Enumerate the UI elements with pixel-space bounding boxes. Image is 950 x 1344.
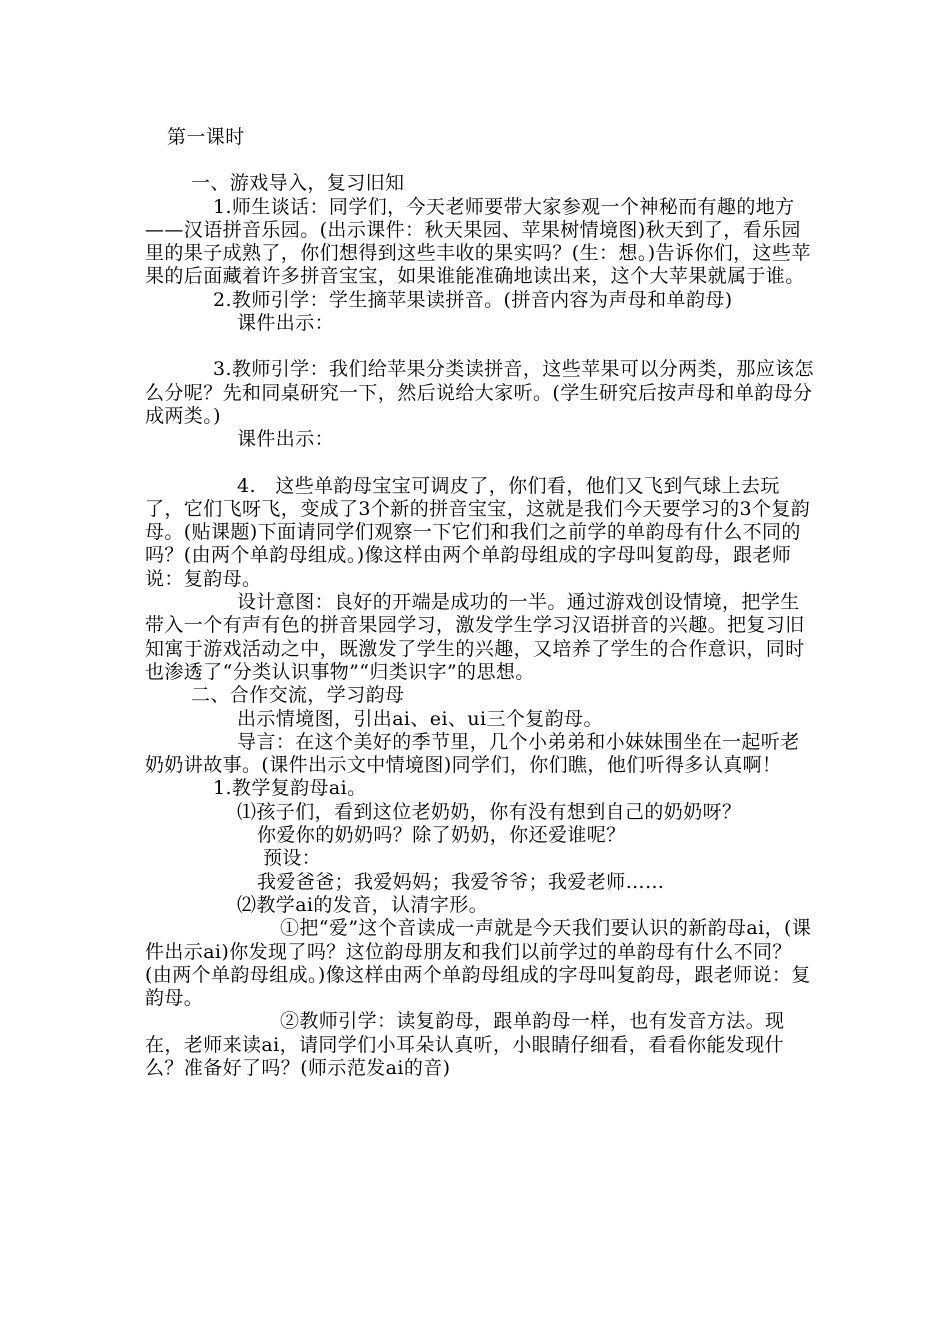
paragraph: 1.教学复韵母ai。 (213, 777, 367, 800)
blank-line (145, 452, 815, 475)
paragraph: 出示情境图，引出ai、ei、ui三个复韵母。 (237, 707, 603, 730)
blank-line (145, 335, 815, 358)
paragraph: 导言：在这个美好的季节里，几个小弟弟和小妹妹围坐在一起听老奶奶讲故事。(课件出示文中情境图)同学们，你们瞧，他们听得多认真啊！ (145, 730, 800, 777)
paragraph: ⑵教学ai的发音，认清字形。 (237, 893, 489, 916)
paragraph: 设计意图：良好的开端是成功的一半。通过游戏创设情境，把学生带入一个有声有色的拼音果园学习，激发学生学习汉语拼音的兴趣。把复习旧知寓于游戏活动之中，既激发了学生的兴趣，又培养了学生的合作意识，同时也渗透了“分类认识事物”“归类识字”的思想。 (145, 591, 805, 683)
paragraph: 你爱你的奶奶吗？除了奶奶，你还爱谁呢？ (257, 824, 626, 847)
paragraph: 4. 这些单韵母宝宝可调皮了，你们看，他们又飞到气球上去玩了，它们飞呀飞，变成了3个新的拼音宝宝，这就是我们今天要学习的3个复韵母。(贴课题)下面请同学们观察一下它们和我们之前学的单韵母有什么不同的吗？(由两个单韵母组成。)像这样由两个单韵母组成的字母叫复韵母，跟老师说：复韵母。 (145, 474, 811, 590)
paragraph: 1.师生谈话：同学们，今天老师要带大家参观一个神秘而有趣的地方——汉语拼音乐园。(出示课件：秋天果园、苹果树情境图)秋天到了，看乐园里的果子成熟了，你们想得到这些丰收的果实吗？(生：想。)告诉你们，这些苹果的后面藏着许多拼音宝宝，如果谁能准确地读出来，这个大苹果就属于谁。 (145, 195, 811, 288)
paragraph: ②教师引学：读复韵母，跟单韵母一样，也有发音方法。现在，老师来读ai，请同学们小耳朵认真听，小眼睛仔细看，看看你能发现什么？准备好了吗？(师示范发ai的音) (145, 1010, 785, 1079)
paragraph: 课件出示： (237, 312, 335, 335)
paragraph: 2.教师引学：学生摘苹果读拼音。(拼音内容为声母和单韵母) (213, 288, 733, 311)
paragraph: 3.教师引学：我们给苹果分类读拼音，这些苹果可以分两类，那应该怎么分呢？先和同桌研究一下，然后说给大家听。(学生研究后按声母和单韵母分成两类。) (145, 358, 814, 427)
paragraph: ⑴孩子们，看到这位老奶奶，你有没有想到自己的奶奶呀？ (237, 800, 742, 823)
paragraph: 我爱爸爸；我爱妈妈；我爱爷爷；我爱老师…… (257, 870, 665, 893)
lesson-title: 第一课时 (167, 126, 245, 148)
document-body (145, 126, 815, 1080)
paragraph: 课件出示： (237, 428, 335, 451)
paragraph-list (145, 172, 815, 1080)
paragraph: 预设： (263, 847, 322, 870)
paragraph: ①把“爱”这个音读成一声就是今天我们要认识的新韵母ai，(课件出示ai)你发现了吗？这位韵母朋友和我们以前学过的单韵母有什么不同？(由两个单韵母组成。)像这样由两个单韵母组成的字母叫复韵母，跟老师说：复韵母。 (145, 917, 812, 1010)
paragraph: 二、合作交流，学习韵母 (191, 684, 405, 707)
paragraph: 一、游戏导入，复习旧知 (191, 172, 405, 195)
